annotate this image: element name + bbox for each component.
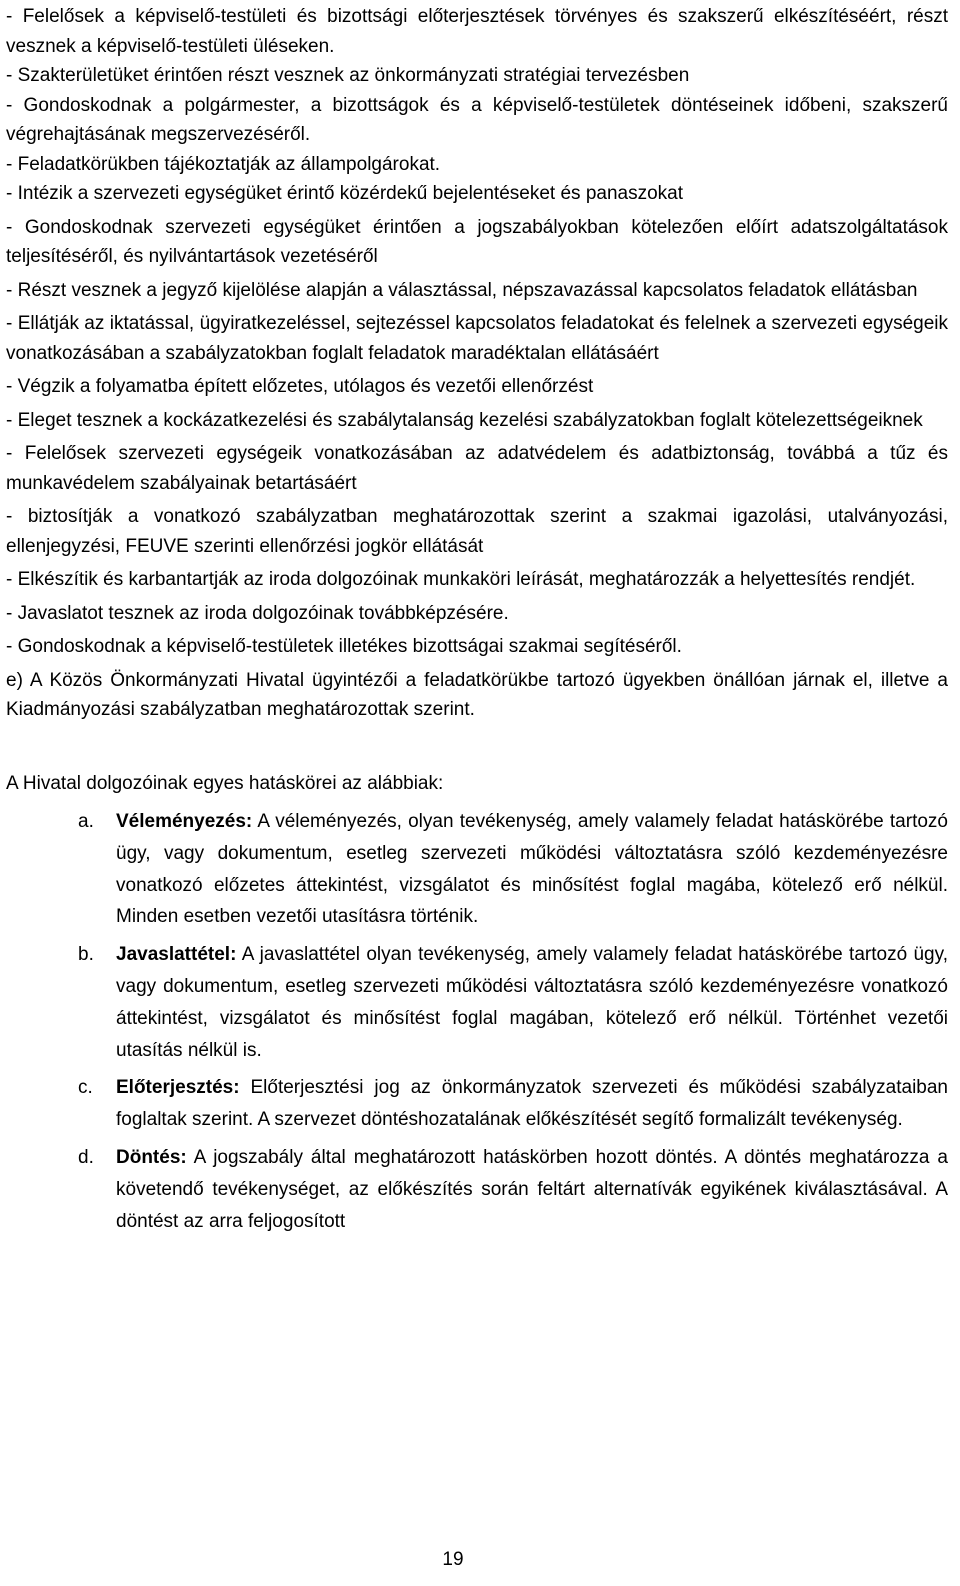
- duty-paragraph: - Felelősek szervezeti egységeik vonatkozásában az adatvédelem és adatbiztonság, továbbá a tűz és munkavédelem szabályainak betartásáért: [6, 443, 948, 494]
- duty-paragraph: - Gondoskodnak szervezeti egységüket érintően a jogszabályokban kötelezően előírt adatszolgáltatások teljesítéséről, és nyilvántartások vezetéséről: [6, 216, 948, 267]
- duty-paragraph: - Részt vesznek a jegyző kijelölése alapján a választással, népszavazással kapcsolatos feladatok ellátásban: [6, 279, 918, 301]
- duty-paragraph: - Elkészítik és karbantartják az iroda dolgozóinak munkaköri leírását, meghatározzák a helyettesítés rendjét.: [6, 569, 916, 590]
- powers-intro: A Hivatal dolgozóinak egyes hatáskörei az alábbiak:: [6, 772, 444, 794]
- list-marker: a.: [78, 811, 94, 832]
- duty-paragraph: - Feladatkörükben tájékoztatják az állampolgárokat.: [6, 153, 441, 175]
- duty-paragraph: - Javaslatot tesznek az iroda dolgozóinak továbbképzésére.: [6, 602, 509, 624]
- definition-text: A jogszabály által meghatározott hatáskörben hozott döntés. A döntés meghatározza a követendő tevékenységet, az előkészítés során feltárt alternatívák egyikének kiválasztásával. A döntést az arra feljogosított: [116, 1146, 948, 1232]
- section-e-paragraph: e) A Közös Önkormányzati Hivatal ügyintézői a feladatkörükbe tartozó ügyekben önállóan járnak el, illetve a Kiadmányozási szabályzatban meghatározottak szerint.: [6, 669, 948, 720]
- duty-paragraph: - biztosítják a vonatkozó szabályzatban meghatározottak szerint a szakmai igazolási, utalványozási, ellenjegyzési, FEUVE szerinti ellenőrzési jogkör ellátását: [6, 506, 948, 557]
- definition-item-b: [6, 939, 948, 1066]
- definition-term: Előterjesztés:: [116, 1077, 240, 1099]
- duty-paragraph: - Eleget tesznek a kockázatkezelési és szabálytalanság kezelési szabályzatokban foglalt kötelezettségeiknek: [6, 409, 923, 431]
- duty-paragraph: - Gondoskodnak a polgármester, a bizottságok és a képviselő-testületek döntéseinek időbeni, szakszerű végrehajtásának megszervezéséről.: [6, 94, 948, 145]
- definition-item-d: [6, 1142, 948, 1237]
- definition-body: [116, 1142, 948, 1237]
- definition-text: A javaslattétel olyan tevékenység, amely valamely feladat hatáskörébe tartozó ügy, vagy dokumentum, esetleg szervezeti működési változtatásra szóló kezdeményezésre vonatkozó áttekintést, vizsgálatot és minősítést foglal magában, kötelező erő nélkül. Történhet vezetői utasítás nélkül is.: [116, 944, 948, 1061]
- list-marker: d.: [78, 1146, 94, 1168]
- definition-item-a: [6, 806, 948, 933]
- list-marker: c.: [78, 1077, 93, 1099]
- duty-paragraph: - Szakterületüket érintően részt vesznek az önkormányzati stratégiai tervezésben: [6, 65, 690, 86]
- definition-text: Előterjesztési jog az önkormányzatok szervezeti és működési szabályzataiban foglaltak szerint. A szervezet döntéshozatalának előkészítését segítő formalizált tevékenység.: [116, 1077, 948, 1131]
- duty-paragraph: - Gondoskodnak a képviselő-testületek illetékes bizottságai szakmai segítéséről.: [6, 636, 682, 657]
- duty-paragraph: - Felelősek a képviselő-testületi és bizottsági előterjesztések törvényes és szakszerű elkészítéséért, részt vesznek a képviselő-testületi üléseken.: [6, 6, 948, 57]
- duty-paragraph: - Intézik a szervezeti egységüket érintő közérdekű bejelentéseket és panaszokat: [6, 183, 683, 204]
- definition-term: Döntés:: [116, 1146, 187, 1168]
- duty-paragraph: - Ellátják az iktatással, ügyiratkezeléssel, sejtezéssel kapcsolatos feladatokat és felelnek a szervezeti egységeik vonatkozásában a szabályzatokban foglalt feladatok maradéktalan ellátásáért: [6, 313, 948, 364]
- definition-term: Véleményezés:: [116, 811, 253, 832]
- definition-text: A véleményezés, olyan tevékenység, amely valamely feladat hatáskörébe tartozó ügy, vagy dokumentum, esetleg szervezeti működési változtatásra szóló kezdeményezésre vonatkozó előzetes áttekintést, vizsgálatot és minősítést foglal magába, kötelező erő nélkül. Minden esetben vezetői utasításra történik.: [116, 811, 948, 928]
- powers-definition-list: [6, 806, 948, 1237]
- definition-item-c: [6, 1072, 948, 1136]
- page-number: 19: [442, 1549, 464, 1570]
- duty-paragraph: - Végzik a folyamatba épített előzetes, utólagos és vezetői ellenőrzést: [6, 376, 594, 397]
- definition-body: [116, 939, 948, 1066]
- list-marker: b.: [78, 944, 94, 966]
- duties-list: [6, 2, 948, 725]
- definition-body: [116, 1072, 948, 1136]
- definition-term: Javaslattétel:: [116, 944, 237, 966]
- definition-body: [116, 806, 948, 933]
